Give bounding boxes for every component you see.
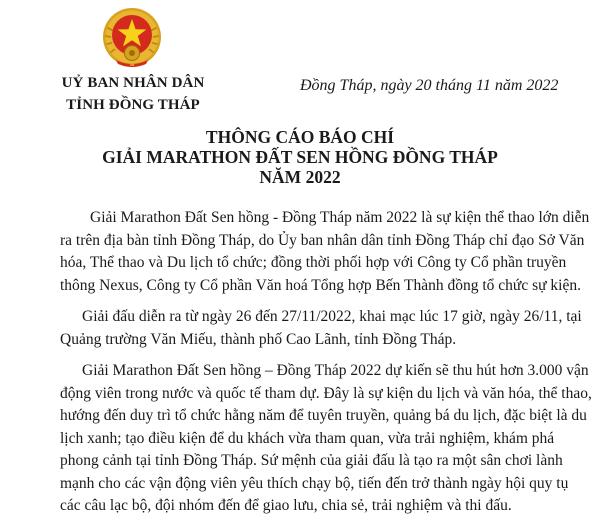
- paragraph-details: [60, 360, 592, 518]
- title-line-1: THÔNG CÁO BÁO CHÍ: [205, 127, 395, 147]
- agency-line-2: TỈNH ĐỒNG THÁP: [66, 97, 200, 113]
- national-emblem-icon: [100, 6, 164, 70]
- document-body: [60, 207, 592, 518]
- title-line-3: NĂM 2022: [259, 167, 341, 187]
- paragraph-line: mạnh cho các vận động viên yêu thích chạy bộ, tiến đến trở thành ngày hội quy tụ: [60, 474, 569, 492]
- document-title: [30, 127, 570, 187]
- paragraph-schedule: [60, 306, 582, 351]
- paragraph-line: ra trên địa bàn tỉnh Đồng Tháp, do Ủy ban nhân dân tỉnh Đồng Tháp chỉ đạo Sở Văn: [60, 231, 585, 249]
- paragraph-line: hóa, Thể thao và Du lịch tổ chức; đồng thời phối hợp với Công ty Cổ phần truyền: [60, 254, 567, 271]
- paragraph-line: Quảng trường Văn Miếu, thành phố Cao Lãnh, tỉnh Đồng Tháp.: [60, 330, 457, 348]
- dateline: Đồng Tháp, ngày 20 tháng 11 năm 2022: [300, 77, 559, 94]
- paragraph-line: Giải đấu diễn ra từ ngày 26 đến 27/11/2022, khai mạc lúc 17 giờ, ngày 26/11, tại: [82, 308, 582, 325]
- paragraph-line: thông Nexus, Công ty Cổ phần Văn hoá Tổng hợp Bến Thành đồng tổ chức sự kiện.: [60, 276, 581, 294]
- paragraph-line: động viên trong nước và quốc tế tham dự. Đây là sự kiện du lịch và văn hóa, thể thao,: [60, 384, 592, 402]
- paragraph-line: phong cảnh tại tỉnh Đồng Tháp. Sứ mệnh của giải đấu là tạo ra một sân chơi lành: [60, 452, 563, 469]
- paragraph-line: lịch xanh; tạo điều kiện để du khách vừa tham quan, vừa trải nghiệm, khám phá: [60, 429, 555, 447]
- svg-text:VN: VN: [129, 63, 135, 67]
- agency-line-1: UỶ BAN NHÂN DÂN: [61, 75, 205, 91]
- paragraph-line: các câu lạc bộ, đội nhóm đến để giao lưu, chia sẻ, trải nghiệm và thi đấu.: [60, 497, 512, 514]
- paragraph-line: Giải Marathon Đất Sen hồng – Đồng Tháp 2022 dự kiến sẽ thu hút hơn 3.000 vận: [82, 362, 589, 379]
- issuing-agency: [40, 72, 226, 116]
- paragraph-intro: [60, 207, 590, 297]
- paragraph-line: Giải Marathon Đất Sen hồng - Đồng Tháp năm 2022 là sự kiện thể thao lớn diễn: [90, 209, 590, 226]
- title-line-2: GIẢI MARATHON ĐẤT SEN HỒNG ĐỒNG THÁP: [102, 147, 498, 167]
- paragraph-line: hướng đến duy trì tổ chức hằng năm để tuyên truyền, quảng bá du lịch, đặc biệt là du: [60, 407, 587, 424]
